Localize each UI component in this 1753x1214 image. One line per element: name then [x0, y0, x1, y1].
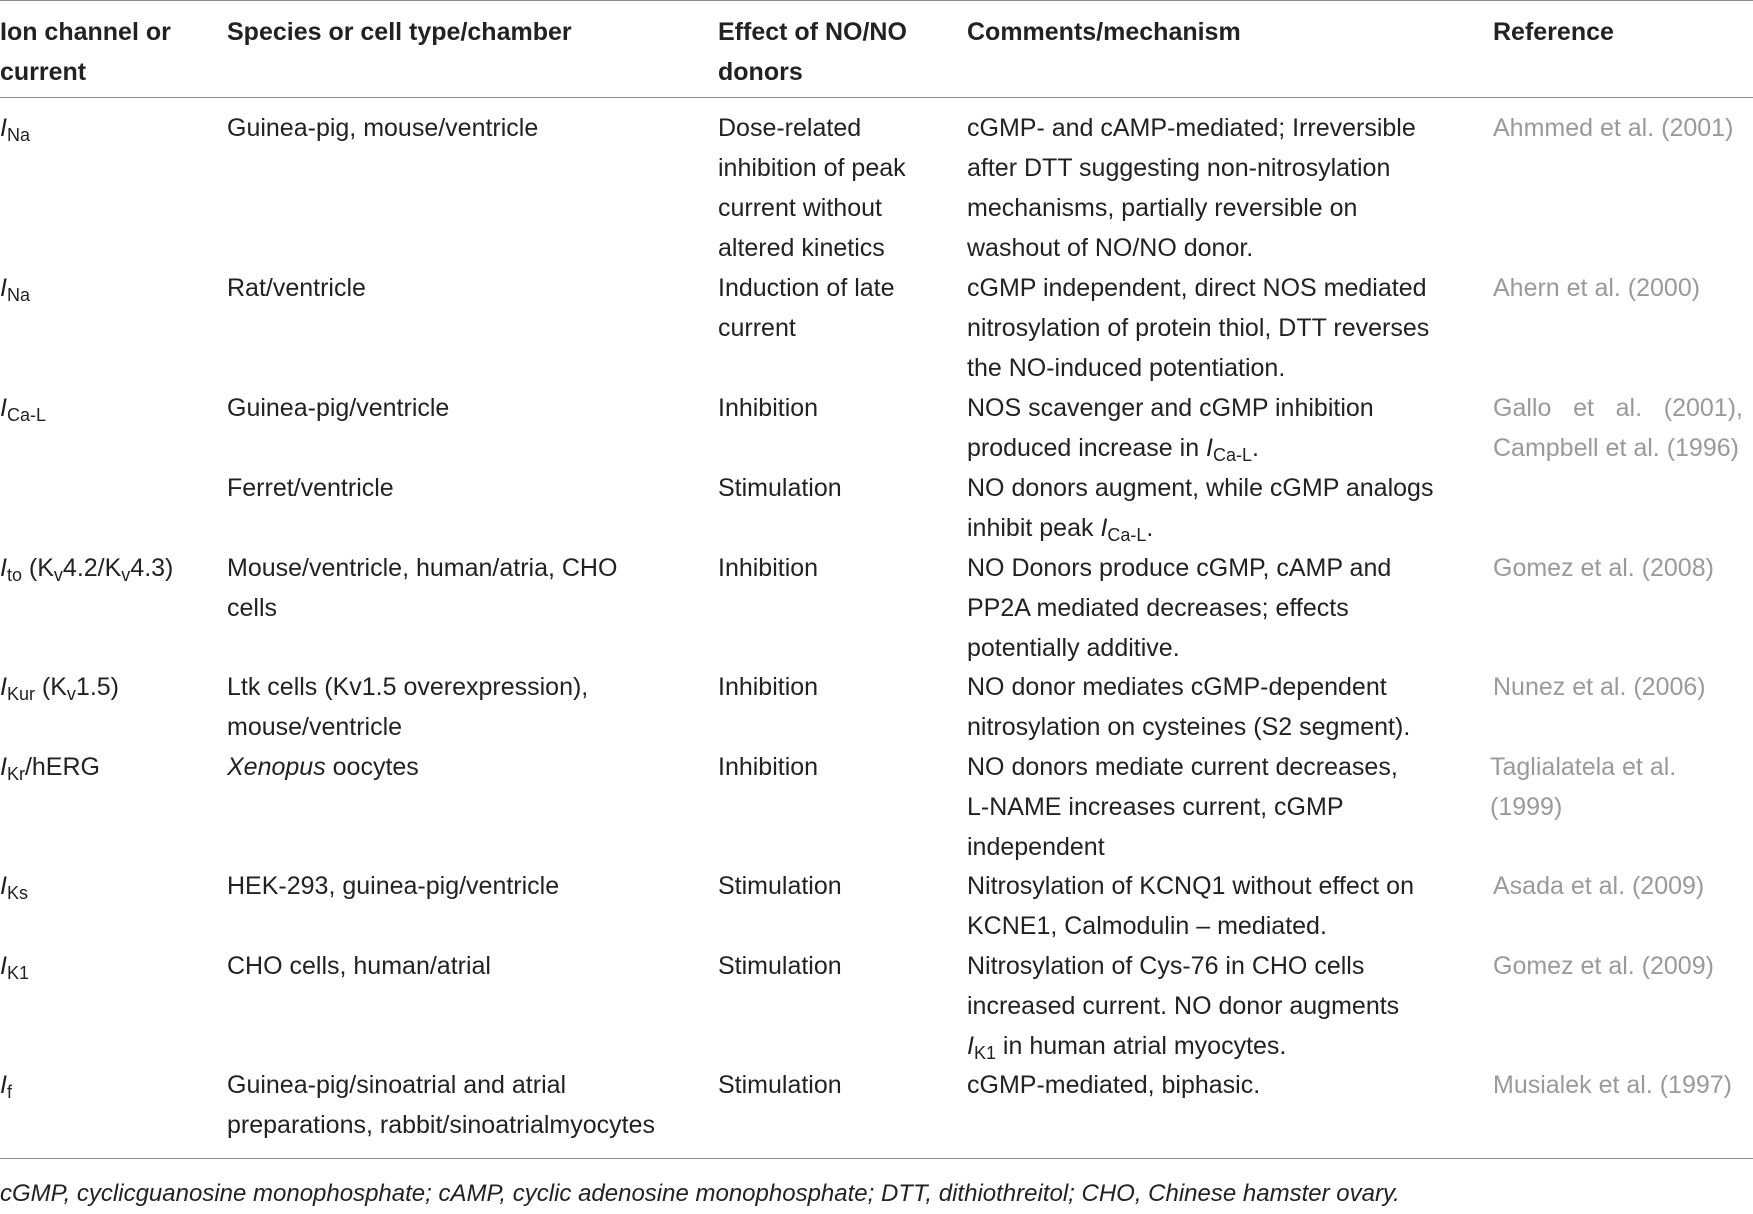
row-ikur-effect: Inhibition — [718, 673, 819, 701]
row-ikr-species: Xenopus oocytes — [227, 753, 419, 781]
row-ical-2-species: Ferret/ventricle — [227, 474, 394, 502]
row-ik1-comments: Nitrosylation of Cys-76 in CHO cells increased current. NO donor augments $I_{K1}$ in human atrial myocytes. — [967, 952, 1400, 1064]
row-if-reference: Musialek et al. (1997) — [1493, 1071, 1733, 1099]
row-iks-channel: $I_{Ks}$ — [0, 872, 28, 904]
row-iks-reference: Asada et al. (2009) — [1493, 872, 1705, 900]
row-ina-2-channel: $I_{Na}$ — [0, 274, 30, 306]
row-ina-1-comments: cGMP- and cAMP-mediated; Irreversible after DTT suggesting non-nitrosylation mechanisms, partially reversible on washout of NO/NO donor. — [967, 114, 1416, 262]
row-ik1-channel: $I_{K1}$ — [0, 952, 29, 984]
row-ical-1-comments: NOS scavenger and cGMP inhibition produced increase in $I_{Ca-L}$. — [967, 394, 1374, 466]
row-ik1-species: CHO cells, human/atrial — [227, 952, 491, 980]
row-ikur-comments: NO donor mediates cGMP-dependent nitrosylation on cysteines (S2 segment). — [967, 673, 1411, 741]
row-if-comments: cGMP-mediated, biphasic. — [967, 1071, 1261, 1099]
header-effect: Effect of NO/NO donors — [718, 18, 907, 86]
header-comments: Comments/mechanism — [967, 18, 1241, 46]
row-ina-1-species: Guinea-pig, mouse/ventricle — [227, 114, 539, 142]
header-reference: Reference — [1493, 18, 1614, 46]
row-ical-1-species: Guinea-pig/ventricle — [227, 394, 450, 422]
row-ical-channel: $I_{Ca-L}$ — [0, 394, 46, 426]
header-rule — [0, 97, 1753, 98]
row-iks-effect: Stimulation — [718, 872, 842, 900]
row-ical-2-comments: NO donors augment, while cGMP analogs inhibit peak $I_{Ca-L}$. — [967, 474, 1434, 546]
row-ina-2-species: Rat/ventricle — [227, 274, 366, 302]
table-footnote: cGMP, cyclicguanosine monophosphate; cAMP, cyclic adenosine monophosphate; DTT, dithiothreitol; CHO, Chinese hamster ovary. — [0, 1180, 1400, 1207]
row-ikr-channel: $I_{Kr}$/hERG — [0, 753, 100, 785]
row-ikr-comments: NO donors mediate current decreases, L-NAME increases current, cGMP independent — [967, 753, 1398, 861]
row-iks-comments: Nitrosylation of KCNQ1 without effect on KCNE1, Calmodulin – mediated. — [967, 872, 1414, 940]
row-ito-channel: $I_{to}$ $(K_v4.2/K_v4.3)$ — [0, 554, 174, 586]
row-ik1-effect: Stimulation — [718, 952, 842, 980]
row-ical-1-effect: Inhibition — [718, 394, 819, 422]
row-ito-species: Mouse/ventricle, human/atria, CHO cells — [227, 554, 618, 622]
header-ion-channel: Ion channel or current — [0, 18, 171, 86]
top-rule — [0, 0, 1753, 1]
row-ito-reference: Gomez et al. (2008) — [1493, 554, 1714, 582]
bottom-rule — [0, 1158, 1753, 1159]
header-species: Species or cell type/chamber — [227, 18, 572, 46]
row-ikur-reference: Nunez et al. (2006) — [1493, 673, 1706, 701]
row-ik1-reference: Gomez et al. (2009) — [1493, 952, 1714, 980]
row-ikur-species: Ltk cells (Kv1.5 overexpression), mouse/ventricle — [227, 673, 589, 741]
row-ina-2-effect: Induction of late current — [718, 274, 895, 342]
row-ina-2-comments: cGMP independent, direct NOS mediated nitrosylation of protein thiol, DTT reverses the NO-induced potentiation. — [967, 274, 1430, 382]
row-ikr-reference: Taglialatela et al. (1999) — [1490, 753, 1677, 821]
row-ina-2-reference: Ahern et al. (2000) — [1493, 274, 1701, 302]
row-ito-comments: NO Donors produce cGMP, cAMP and PP2A mediated decreases; effects potentially additive. — [967, 554, 1392, 662]
row-ikr-effect: Inhibition — [718, 753, 819, 781]
row-if-channel: $I_f$ — [0, 1071, 12, 1103]
row-ina-1-effect: Dose-related inhibition of peak current without altered kinetics — [718, 114, 906, 262]
row-iks-species: HEK-293, guinea-pig/ventricle — [227, 872, 560, 900]
row-if-species: Guinea-pig/sinoatrial and atrial preparations, rabbit/sinoatrialmyocytes — [227, 1071, 655, 1139]
row-ina-1-channel: $I_{Na}$ — [0, 114, 30, 146]
row-ina-1-reference: Ahmmed et al. (2001) — [1493, 114, 1734, 142]
row-ical-2-effect: Stimulation — [718, 474, 842, 502]
row-ikur-channel: $I_{Kur}$ $(K_v1.5)$ — [0, 673, 120, 705]
row-if-effect: Stimulation — [718, 1071, 842, 1099]
row-ical-1-reference: Gallo et al. (2001), Campbell et al. (1996) — [1493, 394, 1743, 462]
row-ito-effect: Inhibition — [718, 554, 819, 582]
